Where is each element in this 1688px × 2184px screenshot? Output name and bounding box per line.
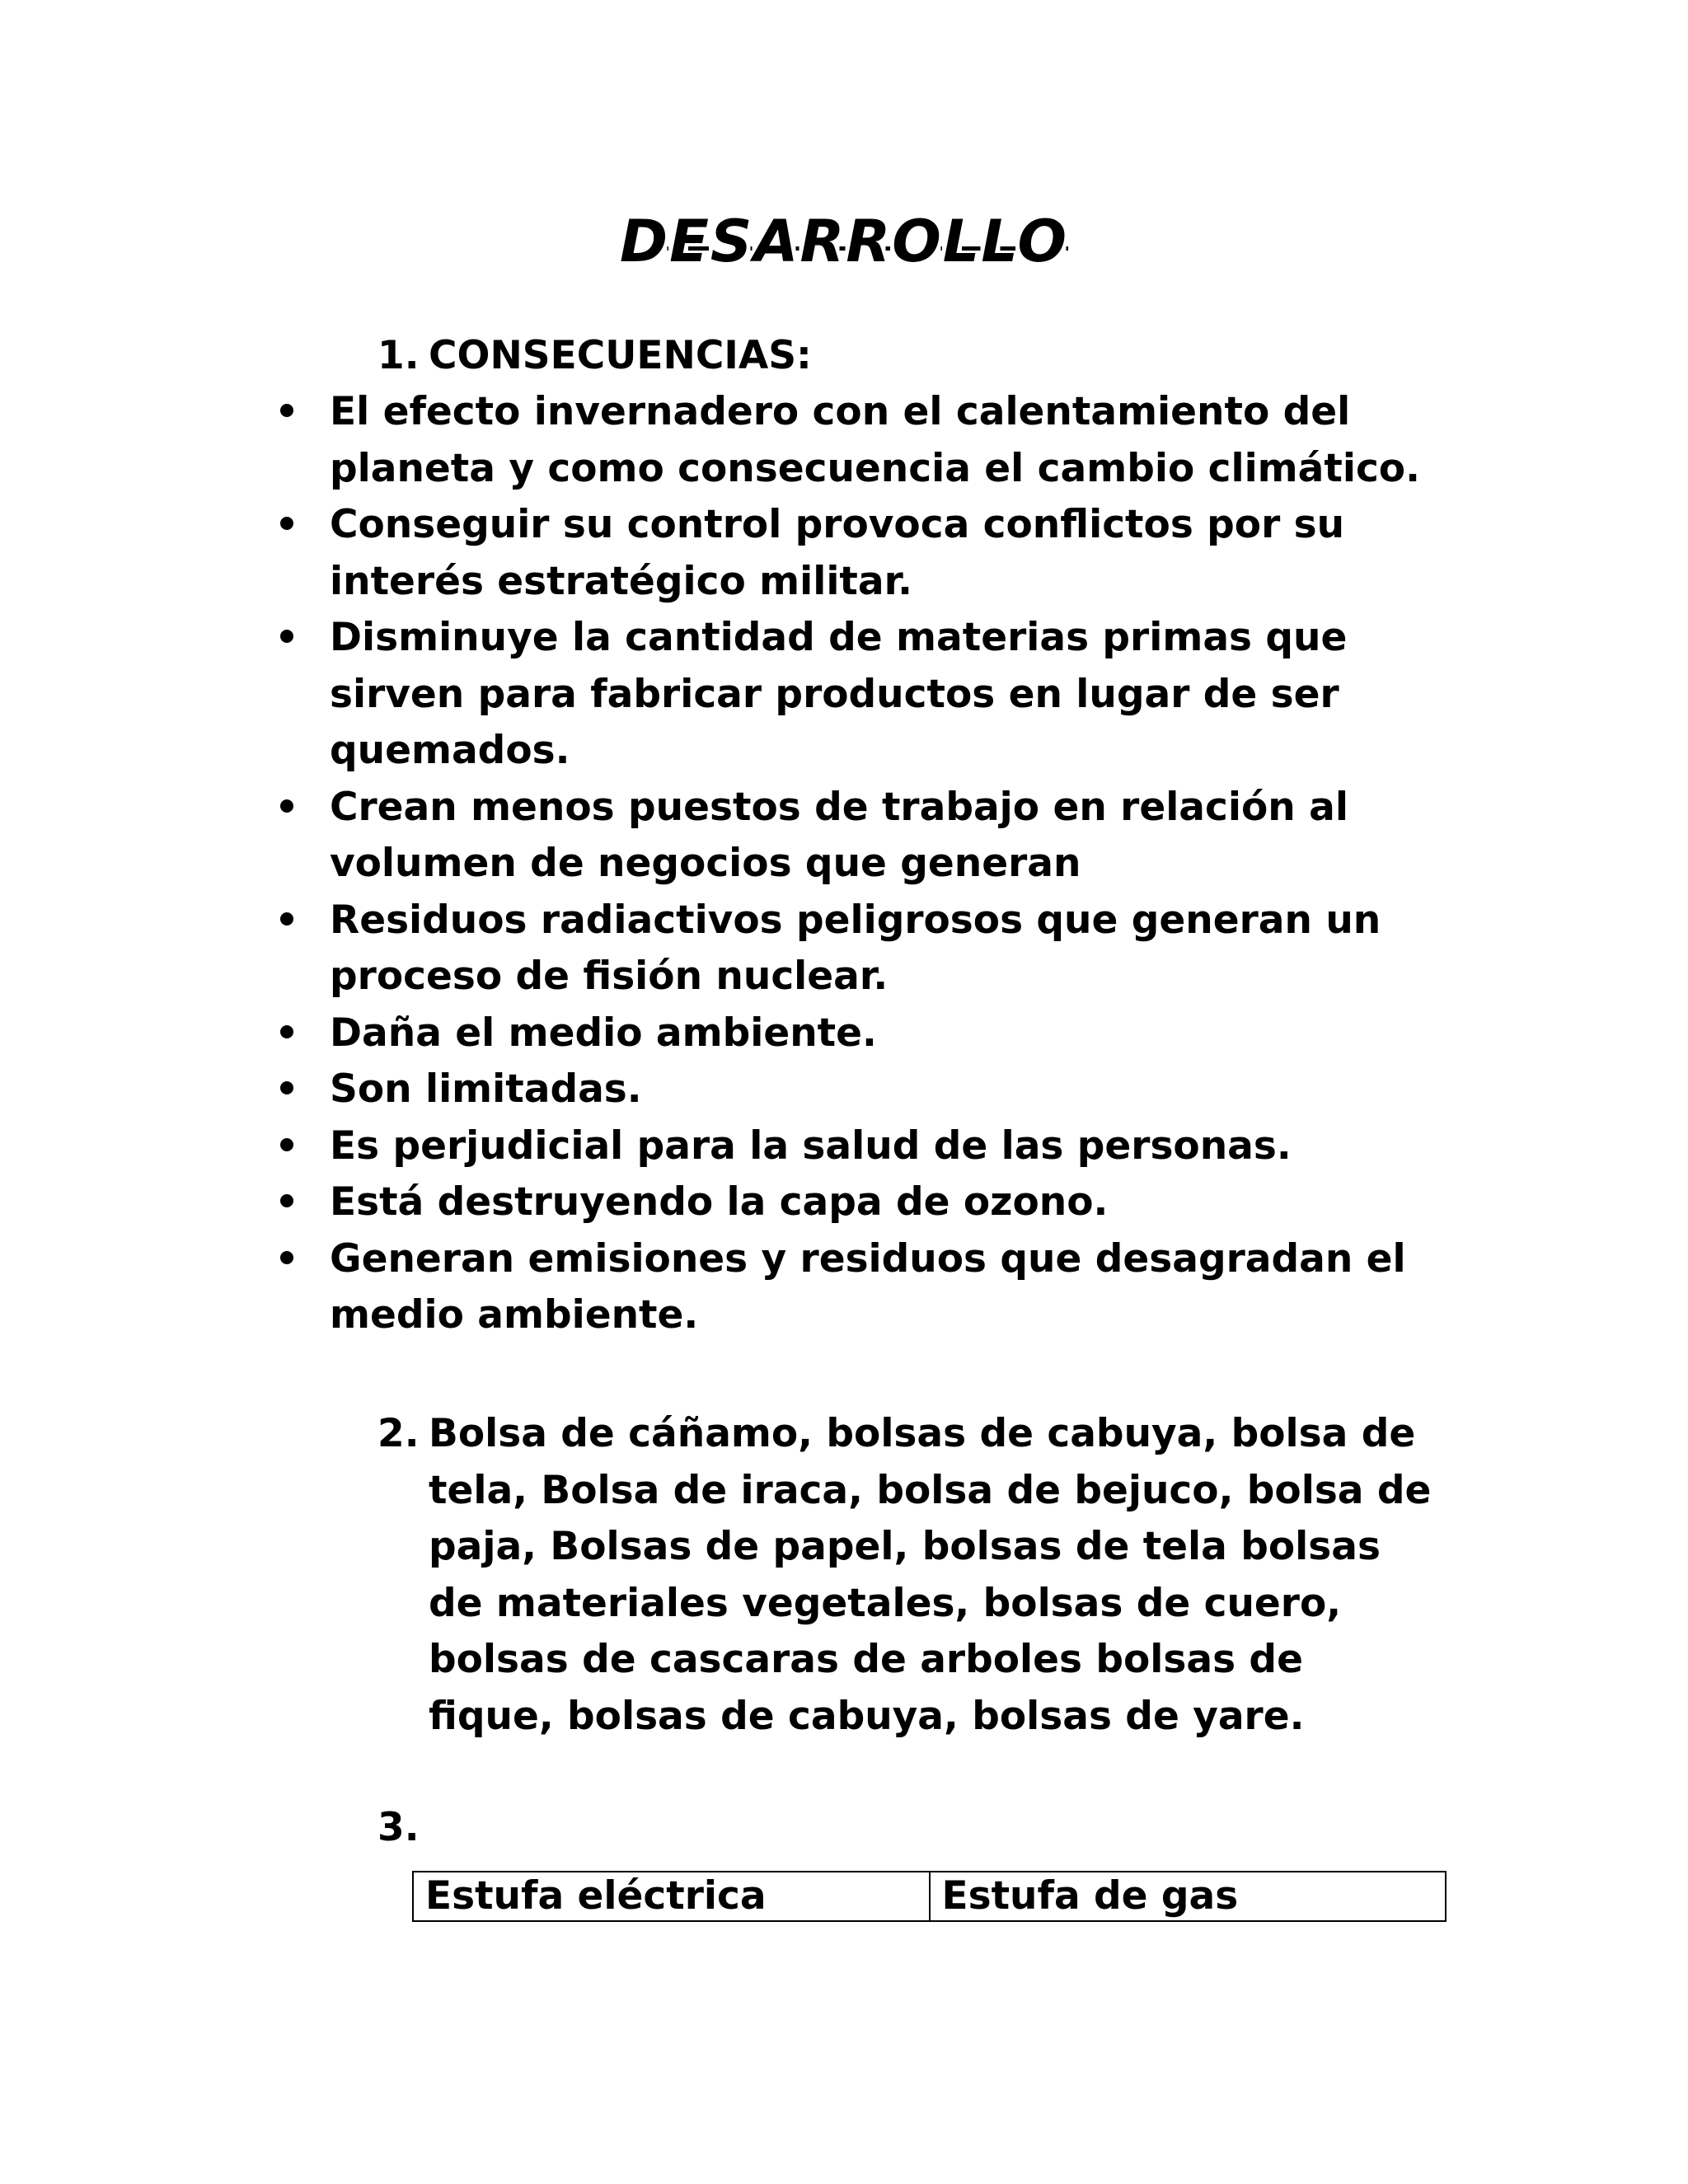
bullet-icon: [280, 1138, 293, 1151]
list-item: [0, 610, 1434, 780]
list-item-text: Conseguir su control provoca conflictos por su interés estratégico militar.: [330, 502, 1345, 604]
stove-comparison-table: [412, 1871, 1447, 1922]
list-item: [0, 893, 1434, 1005]
list-item-text: Son limitadas.: [330, 1066, 642, 1112]
list-item-text: Está destruyendo la capa de ozono.: [330, 1179, 1109, 1225]
list-item: [0, 1231, 1434, 1344]
bullet-icon: [280, 1194, 293, 1207]
list-item: [0, 1118, 1434, 1175]
table-header-electric: Estufa eléctrica: [413, 1872, 930, 1921]
list-item-text: Disminuye la cantidad de materias primas que sirven para fabricar productos en lugar de ser quemados.: [330, 615, 1348, 773]
bullet-icon: [280, 517, 293, 530]
list-item-text: Residuos radiactivos peligrosos que generan un proceso de fisión nuclear.: [330, 897, 1381, 999]
list-item-text: Crean menos puestos de trabajo en relación al volumen de negocios que generan: [330, 784, 1348, 886]
list-item: [0, 780, 1434, 893]
list-item-text: Es perjudicial para la salud de las personas.: [330, 1122, 1292, 1169]
section-1-title: CONSECUENCIAS:: [429, 333, 812, 378]
section-2-number: 2.: [377, 1411, 420, 1456]
list-item-text: Generan emisiones y residuos que desagradan el medio ambiente.: [330, 1235, 1406, 1338]
bullet-icon: [280, 912, 293, 926]
list-item: [0, 497, 1434, 610]
bullet-icon: [280, 799, 293, 813]
section-1-number: 1.: [377, 333, 420, 378]
list-item: [0, 1005, 1434, 1062]
bullet-icon: [280, 404, 293, 417]
consequences-list: [0, 384, 1688, 1344]
page-title: DESARROLLO: [619, 208, 1069, 275]
list-item: [0, 1062, 1434, 1118]
table-header-gas: Estufa de gas: [930, 1872, 1447, 1921]
bullet-icon: [280, 630, 293, 643]
table-header-row: [413, 1872, 1446, 1921]
list-item-text: El efecto invernadero con el calentamiento del planeta y como consecuencia el cambio climático.: [330, 389, 1420, 491]
section-2: [377, 1406, 1441, 1745]
bullet-icon: [280, 1081, 293, 1094]
bullet-icon: [280, 1025, 293, 1038]
section-3-number: 3.: [377, 1805, 420, 1850]
bullet-icon: [280, 1251, 293, 1264]
list-item: [0, 1174, 1434, 1231]
section-1-heading: [377, 328, 812, 385]
section-2-text: Bolsa de cáñamo, bolsas de cabuya, bolsa de tela, Bolsa de iraca, bolsa de bejuco, bolsa de paja, Bolsas de papel, bolsas de tela bolsas de materiales vegetales, bolsas de cuero, bolsas de cascaras de arboles bolsas de fique, bolsas de cabuya, bolsas de yare.: [429, 1411, 1432, 1739]
list-item: [0, 384, 1434, 497]
list-item-text: Daña el medio ambiente.: [330, 1010, 877, 1056]
